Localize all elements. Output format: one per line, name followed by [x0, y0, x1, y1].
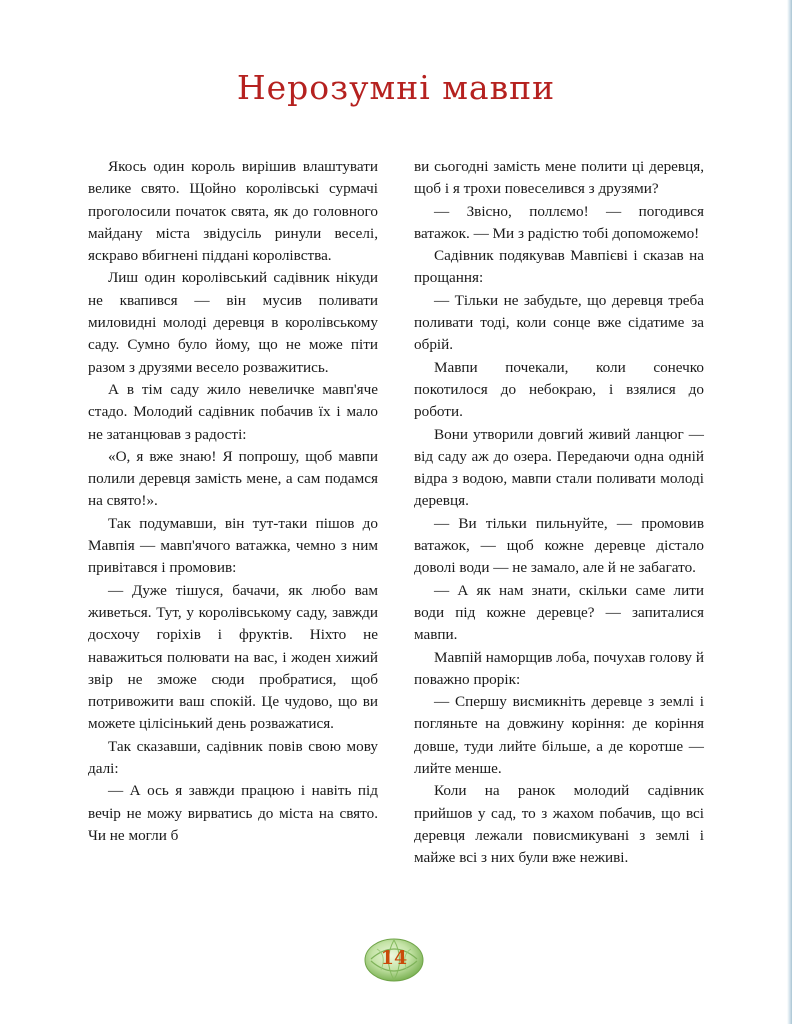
text-column-right — [414, 156, 704, 870]
page-edge — [787, 0, 792, 1024]
text-column-left — [88, 156, 378, 847]
story-title: Нерозумні мавпи — [236, 68, 556, 107]
paragraph: — А ось я завжди працюю і навіть під вечір не можу вирватись до міста на свято. Чи не могли б — [88, 782, 378, 844]
paragraph: Мавпій наморщив лоба, почухав голову й поважно прорік: — [414, 648, 704, 688]
page-number-badge — [363, 937, 425, 983]
paragraph: Якось один король вирішив влаштувати велике свято. Щойно королівські сурмачі проголосили початок свята, як до головного майдану міста звідусіль ринули веселі, яскраво вбигнені піддані королівства. — [88, 158, 378, 265]
paragraph: Лиш один королівський садівник нікуди не квапився — він мусив поливати миловидні молоді деревця в королівському саду. Сумно було йому, що не може піти разом з друзями весело розважитись. — [88, 269, 378, 376]
paragraph: Коли на ранок молодий садівник прийшов у сад, то з жахом побачив, що всі деревця лежали повисмикувані з землі і майже всі з них були вже неживі. — [414, 782, 704, 867]
paragraph: Вони утворили довгий живий ланцюг — від саду аж до озера. Передаючи одна одній відра з водою, мавпи стали поливати молоді деревця. — [414, 425, 704, 510]
paragraph: — Спершу висмикніть деревце з землі і погляньте на довжину коріння: де коріння довше, туди лийте більше, а де коротше — лийте менше. — [414, 693, 704, 778]
paragraph: Мавпи почекали, коли сонечко покотилося до небокраю, і взялися до роботи. — [414, 358, 704, 421]
paragraph: — А як нам знати, скільки саме лити води під кожне деревце? — запиталися мавпи. — [414, 581, 704, 644]
paragraph: ви сьогодні замість мене полити ці деревця, щоб і я трохи повеселився з друзями? — [414, 158, 704, 198]
paragraph: — Дуже тішуся, бачачи, як любо вам живеться. Тут, у королівському саду, завжди досхочу горіхів і фруктів. Ніхто не наважиться полювати на вас, і жоден хижий звір не зможе сюди пробратися, щоб потривожити ваш спокій. Це чудово, що ви можете цілісінький день розважатися. — [88, 581, 378, 733]
paragraph: — Тільки не забудьте, що деревця треба поливати тоді, коли сонце вже сідатиме за обрій. — [414, 291, 704, 354]
paragraph: — Звісно, поллємо! — погодився ватажок. — Ми з радістю тобі допоможемо! — [414, 202, 704, 242]
paragraph: Садівник подякував Мавпієві і сказав на прощання: — [414, 247, 704, 287]
paragraph: А в тім саду жило невеличке мавп'яче стадо. Молодий садівник побачив їх і мало не затанцював з радості: — [88, 380, 378, 443]
page-number: 14 — [380, 947, 408, 969]
paragraph: «О, я вже знаю! Я попрошу, щоб мавпи полили деревця замість мене, а сам подамся на свято!». — [88, 447, 378, 510]
paragraph: Так сказавши, садівник повів свою мову далі: — [88, 737, 378, 778]
paragraph: — Ви тільки пильнуйте, — промовив ватажок, — щоб кожне деревце дістало доволі води — не замало, але й не забагато. — [414, 514, 704, 577]
paragraph: Так подумавши, він тут-таки пішов до Мавпія — мавп'ячого ватажка, чемно з ним привітався і промовив: — [88, 514, 378, 577]
